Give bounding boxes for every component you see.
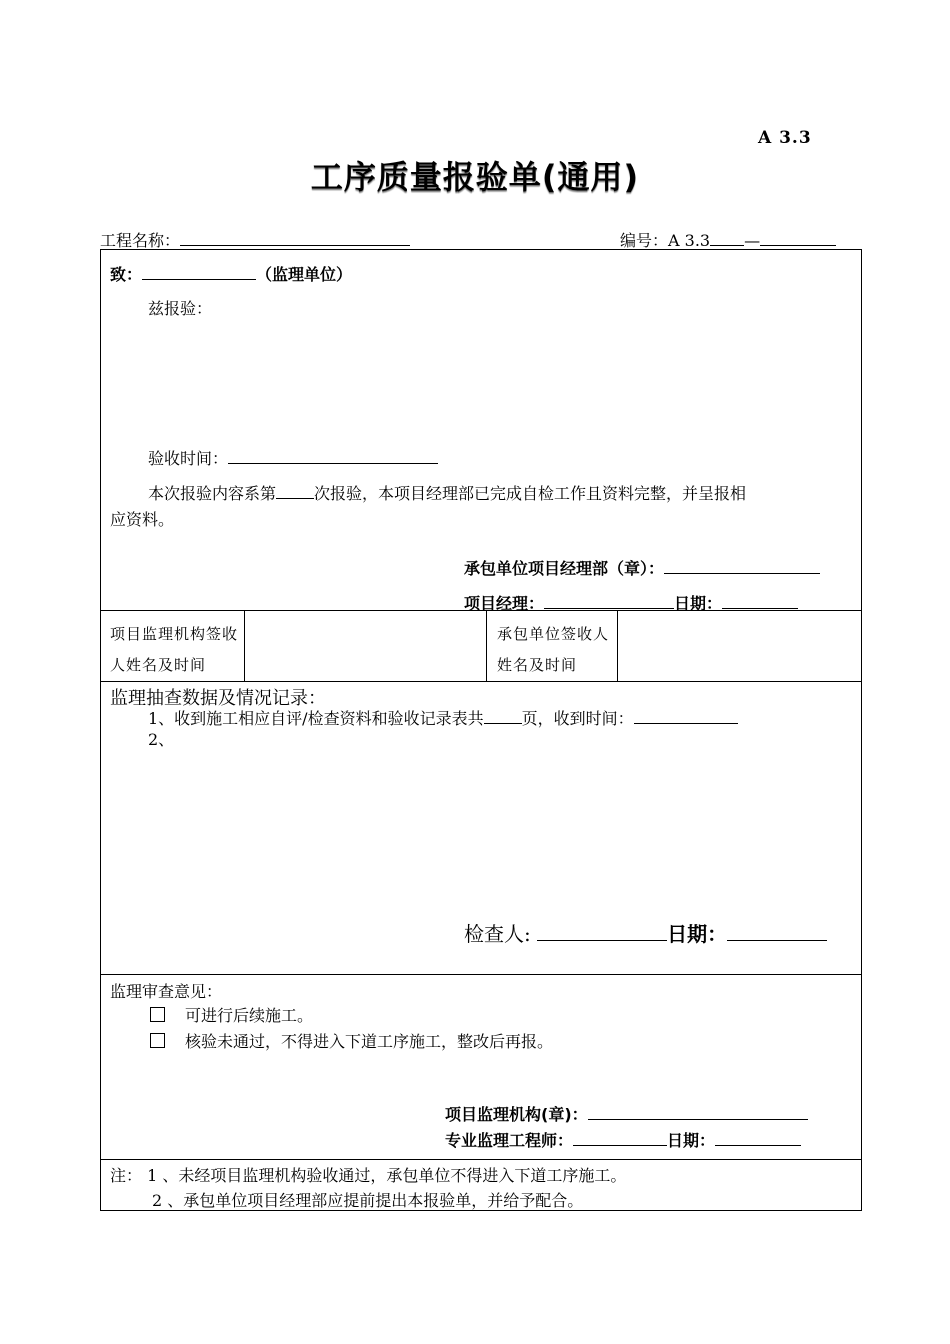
continue-checkbox[interactable] <box>150 1007 165 1022</box>
page-title: 工序质量报验单(通用) <box>310 158 640 196</box>
record-item-1-time-label: 页，收到时间： <box>521 709 634 728</box>
contractor-dept-field[interactable] <box>664 559 820 574</box>
inspector-field[interactable] <box>537 922 667 941</box>
engineer-date-field[interactable] <box>715 1131 801 1146</box>
acceptance-time-field[interactable] <box>228 449 438 464</box>
section2-title: 监理抽查数据及情况记录： <box>110 688 326 709</box>
record-item-2: 2、 <box>148 730 175 749</box>
section3-title: 监理审查意见： <box>110 982 223 1001</box>
form-number-prefix: A 3.3 <box>668 231 711 250</box>
date-field[interactable] <box>722 594 798 609</box>
contractor-sign-field[interactable] <box>619 612 859 679</box>
supervisor-sign-label: 项目监理机构签收人姓名及时间 <box>110 625 239 674</box>
submission-count-field[interactable] <box>276 484 314 499</box>
contractor-dept-row <box>464 556 820 579</box>
contractor-dept-label: 承包单位项目经理部（章）： <box>464 559 665 578</box>
content-text-1: 本次报验内容系第 <box>148 484 277 503</box>
engineer-label: 专业监理工程师： <box>445 1131 574 1150</box>
engineer-field[interactable] <box>573 1131 667 1146</box>
project-manager-row <box>464 591 798 614</box>
inspector-date-label: 日期： <box>667 922 728 946</box>
acceptance-time-label: 验收时间： <box>148 449 229 468</box>
content-line-2: 应资料。 <box>110 510 175 529</box>
rejected-checkbox[interactable] <box>150 1033 165 1048</box>
to-label: 致： <box>110 265 143 284</box>
form-code: A 3.3 <box>758 128 812 148</box>
engineer-date-label: 日期： <box>667 1131 716 1150</box>
project-manager-field[interactable] <box>544 594 674 609</box>
supervision-org-field[interactable] <box>588 1105 808 1120</box>
option-rejected-label: 核验未通过，不得进入下道工序施工，整改后再报。 <box>185 1032 554 1051</box>
col-divider-3 <box>617 610 618 681</box>
inspector-row <box>464 918 827 947</box>
engineer-row <box>445 1128 801 1151</box>
form-number-label: 编号： <box>620 231 669 250</box>
date-label: 日期： <box>674 594 723 613</box>
inspector-label: 检查人: <box>464 922 531 946</box>
form-number-field-2[interactable] <box>760 231 836 246</box>
option-continue-label: 可进行后续施工。 <box>185 1006 314 1025</box>
form-table <box>100 249 862 1211</box>
project-manager-label: 项目经理： <box>464 594 545 613</box>
content-line-1 <box>148 481 746 504</box>
divider-2 <box>100 681 862 682</box>
form-number-row <box>620 228 836 251</box>
supervision-org-label: 项目监理机构(章)： <box>445 1105 588 1124</box>
supervision-org-row <box>445 1102 808 1125</box>
option-rejected <box>150 1029 553 1052</box>
addressee-row <box>110 262 352 285</box>
project-name-field[interactable] <box>180 231 410 246</box>
inspector-date-field[interactable] <box>727 922 827 941</box>
project-name-label: 工程名称： <box>100 231 181 250</box>
divider-3 <box>100 974 862 975</box>
submit-label: 兹报验： <box>148 299 213 318</box>
note-2: 2 、承包单位项目经理部应提前提出本报验单，并给予配合。 <box>152 1191 584 1210</box>
form-number-field-1[interactable] <box>710 231 744 246</box>
contractor-sign-label: 承包单位签收人姓名及时间 <box>497 625 610 674</box>
col-divider-1 <box>244 610 245 681</box>
acceptance-time-row <box>148 446 438 469</box>
note-1: 注： 1 、未经项目监理机构验收通过，承包单位不得进入下道工序施工。 <box>110 1166 627 1185</box>
to-suffix: （监理单位） <box>256 265 353 284</box>
supervisor-unit-field[interactable] <box>142 265 256 280</box>
form-number-dash: — <box>744 231 761 250</box>
option-continue <box>150 1003 313 1026</box>
project-name-row <box>100 228 410 251</box>
record-item-1-text: 1、收到施工相应自评/检查资料和验收记录表共 <box>148 709 484 728</box>
divider-4 <box>100 1159 862 1160</box>
record-item-1 <box>148 706 738 729</box>
page-count-field[interactable] <box>484 709 522 724</box>
supervisor-sign-field[interactable] <box>246 612 484 679</box>
received-time-field[interactable] <box>634 709 738 724</box>
col-divider-2 <box>486 610 487 681</box>
content-text-2: 次报验，本项目经理部已完成自检工作且资料完整，并呈报相 <box>314 484 747 503</box>
